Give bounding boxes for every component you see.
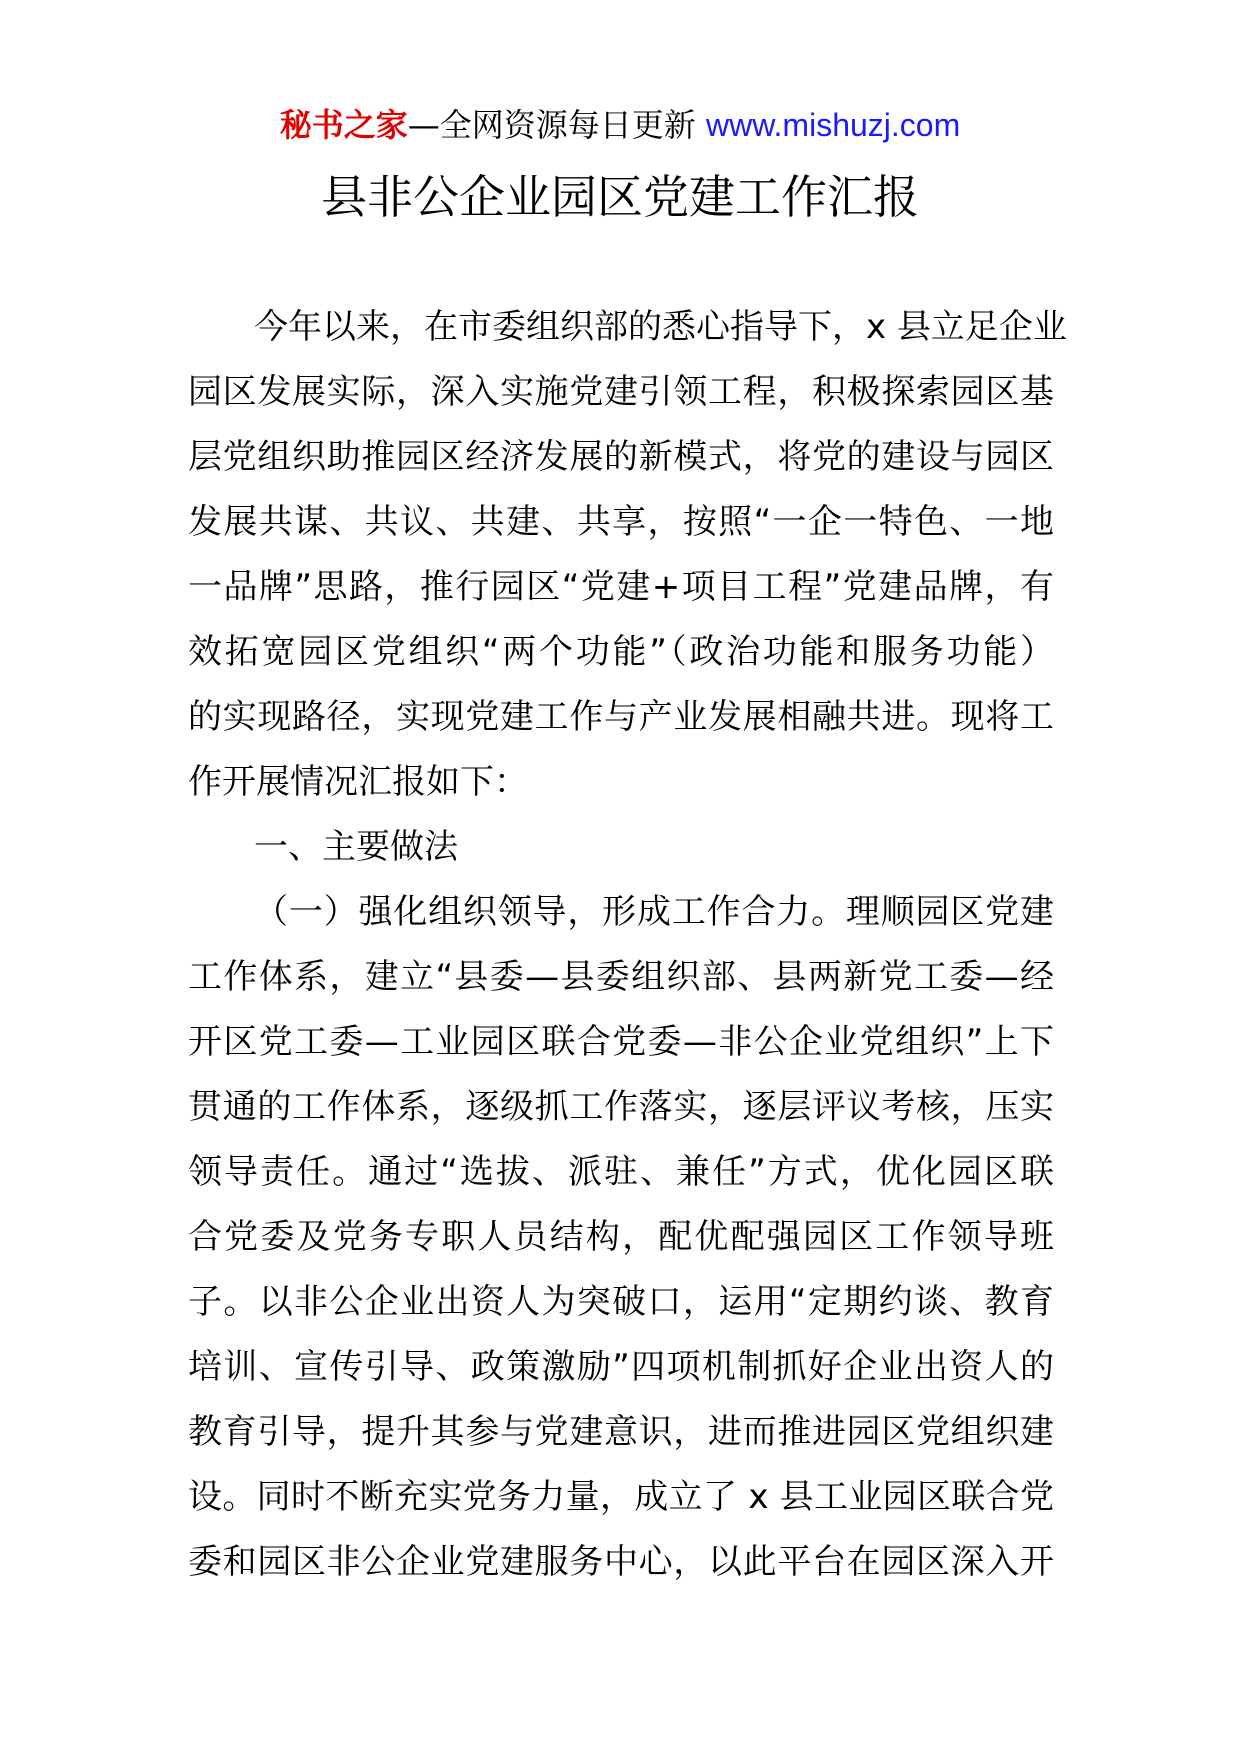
intro-paragraph [188, 295, 1067, 815]
text-line: 工作体系，建立“县委—县委组织部、县两新党工委—经 [188, 957, 1054, 997]
text-line: 一品牌”思路，推行园区“党建+项目工程”党建品牌，有 [188, 567, 1054, 607]
text-line: 作开展情况汇报如下： [188, 762, 528, 802]
text-line: 教育引导，提升其参与党建意识，进而推进园区党组织建 [188, 1412, 1054, 1452]
text-line: 子。以非公企业出资人为突破口，运用“定期约谈、教育 [188, 1282, 1054, 1322]
text-line: 发展共谋、共议、共建、共享，按照“一企一特色、一地 [188, 502, 1054, 542]
document-title: 县非公企业园区党建工作汇报 [321, 170, 919, 224]
site-header [0, 100, 1240, 150]
section-heading-text: 一、主要做法 [254, 827, 458, 867]
text-line: 今年以来，在市委组织部的悉心指导下，x 县立足企业 [254, 307, 1067, 347]
text-line: 贯通的工作体系，逐级抓工作落实，逐层评议考核，压实 [188, 1087, 1054, 1127]
section-paragraph [188, 880, 1054, 1595]
text-line: 设。同时不断充实党务力量，成立了 x 县工业园区联合党 [188, 1477, 1054, 1517]
text-line: 层党组织助推园区经济发展的新模式，将党的建设与园区 [188, 437, 1054, 477]
text-line: 效拓宽园区党组织“两个功能”（政治功能和服务功能） [188, 632, 1054, 672]
text-line: 合党委及党务专职人员结构，配优配强园区工作领导班 [188, 1217, 1054, 1257]
text-line: 园区发展实际，深入实施党建引领工程，积极探索园区基 [188, 372, 1054, 412]
section-heading [188, 815, 1054, 880]
document-body [188, 295, 1067, 1595]
text-line: 开区党工委—工业园区联合党委—非公企业党组织”上下 [188, 1022, 1054, 1062]
text-line: 培训、宣传引导、政策激励”四项机制抓好企业出资人的 [188, 1347, 1054, 1387]
text-line: 的实现路径，实现党建工作与产业发展相融共进。现将工 [188, 697, 1054, 737]
text-line: （一）强化组织领导，形成工作合力。理顺园区党建 [254, 892, 1054, 932]
site-url-link[interactable]: www.mishuzj.com [705, 107, 961, 143]
text-line: 领导责任。通过“选拔、派驻、兼任”方式，优化园区联 [188, 1152, 1054, 1192]
text-line: 委和园区非公企业党建服务中心，以此平台在园区深入开 [188, 1542, 1054, 1582]
brand-name: 秘书之家 [279, 106, 408, 144]
header-slogan: —全网资源每日更新 [407, 106, 706, 144]
